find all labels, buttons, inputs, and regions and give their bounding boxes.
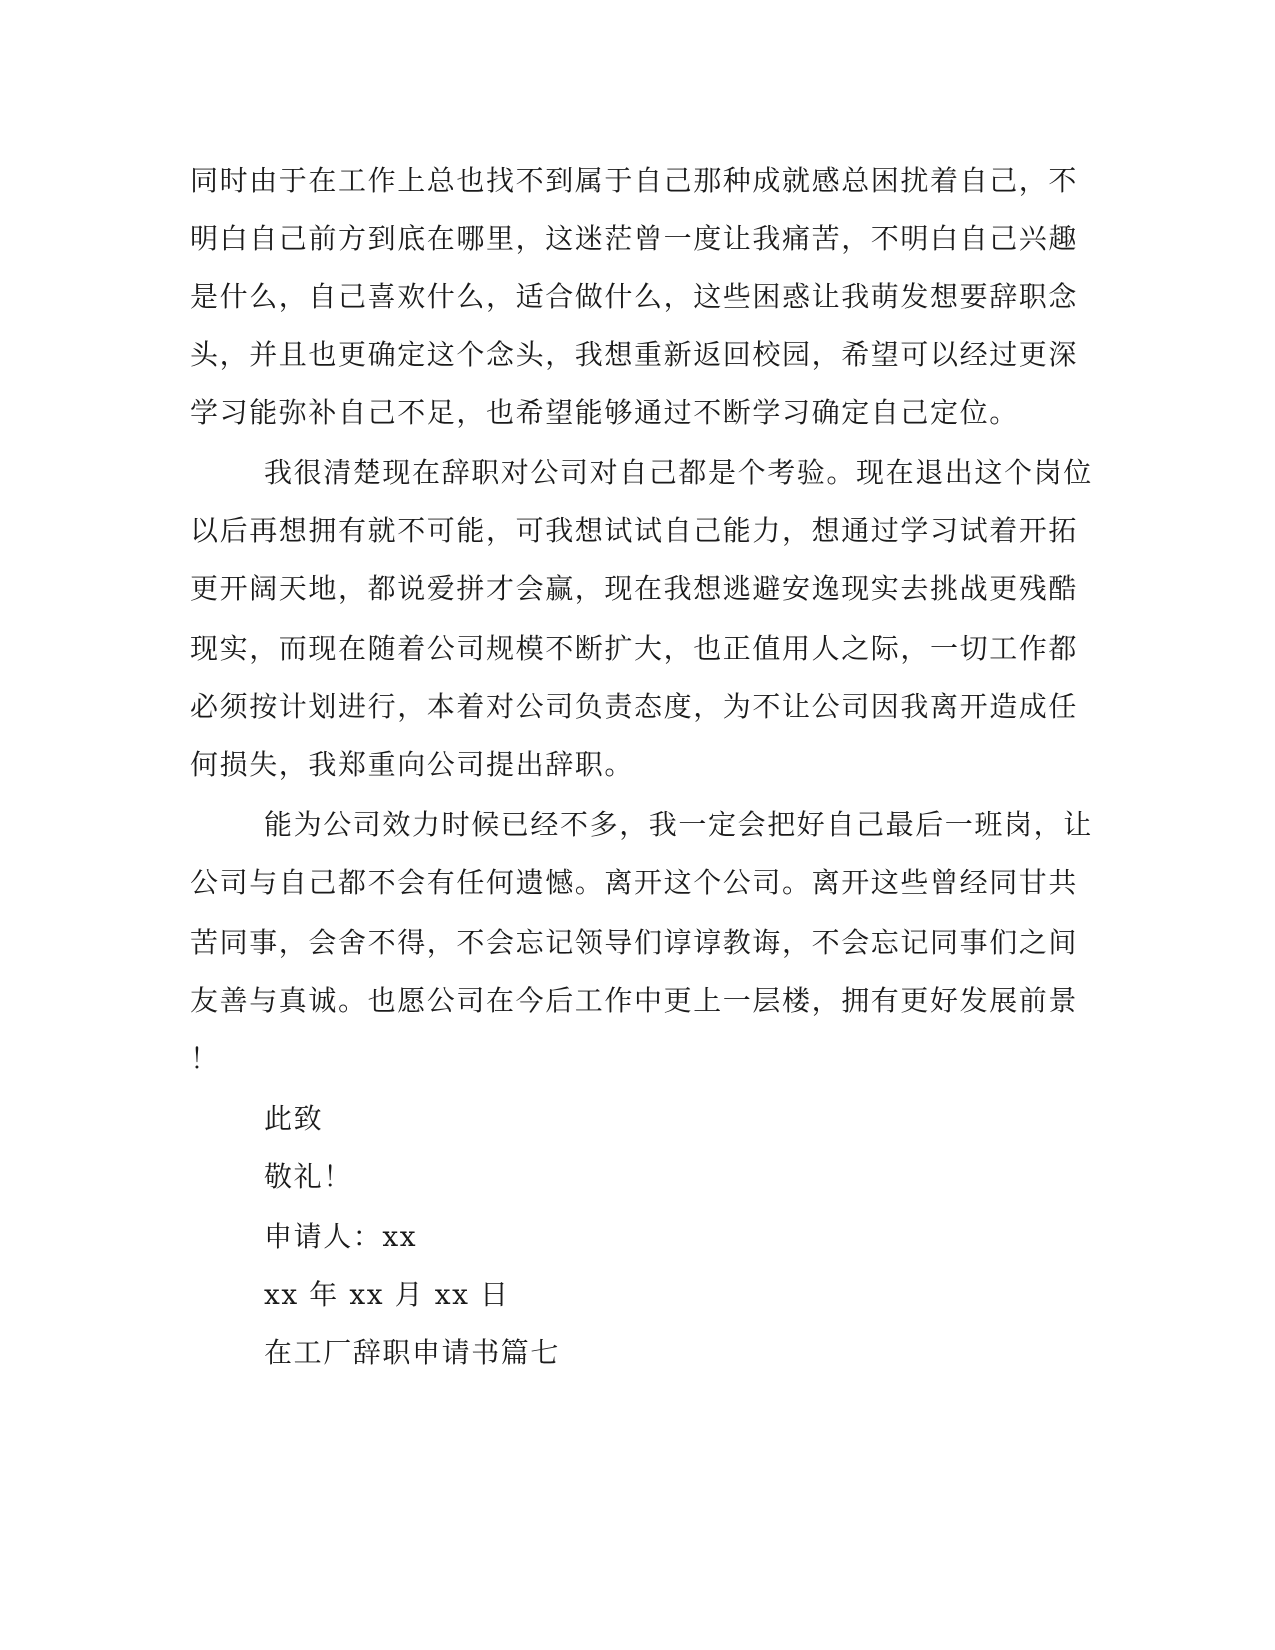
paragraph-line: 头，并且也更确定这个念头，我想重新返回校园，希望可以经过更深: [190, 338, 1079, 371]
paragraph-line: 更开阔天地，都说爱拼才会赢，现在我想逃避安逸现实去挑战更残酷: [190, 572, 1079, 605]
closing-regards: 敬礼！: [264, 1160, 353, 1193]
paragraph-line: 公司与自己都不会有任何遗憾。离开这个公司。离开这些曾经同甘共: [190, 866, 1079, 899]
paragraph-line: 我很清楚现在辞职对公司对自己都是个考验。现在退出这个岗位: [264, 456, 1093, 489]
paragraph-line: 学习能弥补自己不足，也希望能够通过不断学习确定自己定位。: [190, 396, 1019, 429]
paragraph-line: 苦同事，会舍不得，不会忘记领导们谆谆教诲，不会忘记同事们之间: [190, 926, 1079, 959]
paragraph-line: 是什么，自己喜欢什么，适合做什么，这些困惑让我萌发想要辞职念: [190, 280, 1079, 313]
paragraph-line: 必须按计划进行，本着对公司负责态度，为不让公司因我离开造成任: [190, 690, 1079, 723]
paragraph-line: 明白自己前方到底在哪里，这迷茫曾一度让我痛苦，不明白自己兴趣: [190, 222, 1079, 255]
paragraph-line: ！: [190, 1042, 220, 1075]
paragraph-line: 现实，而现在随着公司规模不断扩大，也正值用人之际，一切工作都: [190, 632, 1079, 665]
paragraph-line: 同时由于在工作上总也找不到属于自己那种成就感总困扰着自己，不: [190, 164, 1079, 197]
paragraph-line: 何损失，我郑重向公司提出辞职。: [190, 748, 635, 781]
paragraph-line: 以后再想拥有就不可能，可我想试试自己能力，想通过学习试着开拓: [190, 514, 1079, 547]
section-heading: 在工厂辞职申请书篇七: [264, 1336, 561, 1369]
closing-salutation: 此致: [264, 1102, 324, 1135]
paragraph-line: 友善与真诚。也愿公司在今后工作中更上一层楼，拥有更好发展前景: [190, 984, 1079, 1017]
applicant-line: 申请人：xx: [264, 1220, 418, 1253]
paragraph-line: 能为公司效力时候已经不多，我一定会把好自己最后一班岗，让: [264, 808, 1093, 841]
date-line: xx 年 xx 月 xx 日: [264, 1278, 510, 1311]
